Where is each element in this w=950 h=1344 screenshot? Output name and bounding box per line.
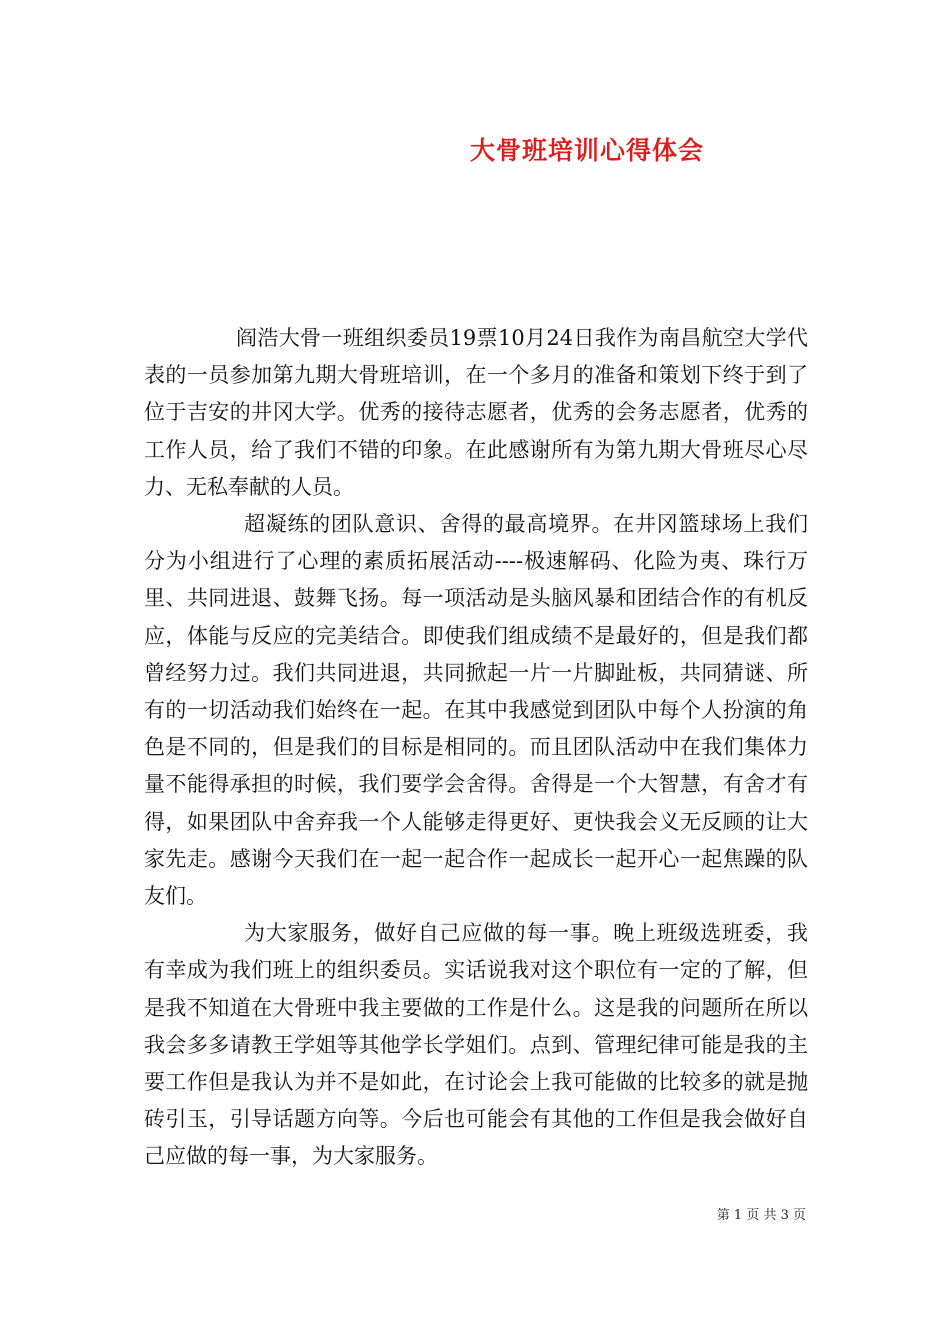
- paragraph-3: 为大家服务，做好自己应做的每一事。晚上班级选班委，我有幸成为我们班上的组织委员。实话说我对这个职位有一定的了解，但是我不知道在大骨班中我主要做的工作是什么。这是我的问题所在所以我会多多请教王学姐等其他学长学姐们。点到、管理纪律可能是我的主要工作但是我认为并不是如此，在讨论会上我可能做的比较多的就是抛砖引玉，引导话题方向等。今后也可能会有其他的工作但是我会做好自己应做的每一事，为大家服务。: [144, 921, 808, 1169]
- paragraph-2: 超凝练的团队意识、舍得的最高境界。在井冈篮球场上我们分为小组进行了心理的素质拓展活动----极速解码、化险为夷、珠行万里、共同进退、鼓舞飞扬。每一项活动是头脑风暴和团结合作的有机反应，体能与反应的完美结合。即使我们组成绩不是最好的，但是我们都曾经努力过。我们共同进退，共同掀起一片一片脚趾板，共同猜谜、所有的一切活动我们始终在一起。在其中我感觉到团队中每个人扮演的角色是不同的，但是我们的目标是相同的。而且团队活动中在我们集体力量不能得承担的时候，我们要学会舍得。舍得是一个大智慧，有舍才有得，如果团队中舍弃我一个人能够走得更好、更快我会义无反顾的让大家先走。感谢今天我们在一起一起合作一起成长一起开心一起焦躁的队友们。: [144, 512, 808, 909]
- document-body: [144, 320, 808, 1176]
- document-title: 大骨班培训心得体会: [470, 136, 705, 165]
- paragraph-1: 阎浩大骨一班组织委员19票10月24日我作为南昌航空大学代表的一员参加第九期大骨班培训，在一个多月的准备和策划下终于到了位于吉安的井冈大学。优秀的接待志愿者，优秀的会务志愿者，优秀的工作人员，给了我们不错的印象。在此感谢所有为第九期大骨班尽心尽力、无私奉献的人员。: [144, 326, 808, 499]
- page-number-footer: 第 1 页 共 3 页: [716, 1208, 806, 1223]
